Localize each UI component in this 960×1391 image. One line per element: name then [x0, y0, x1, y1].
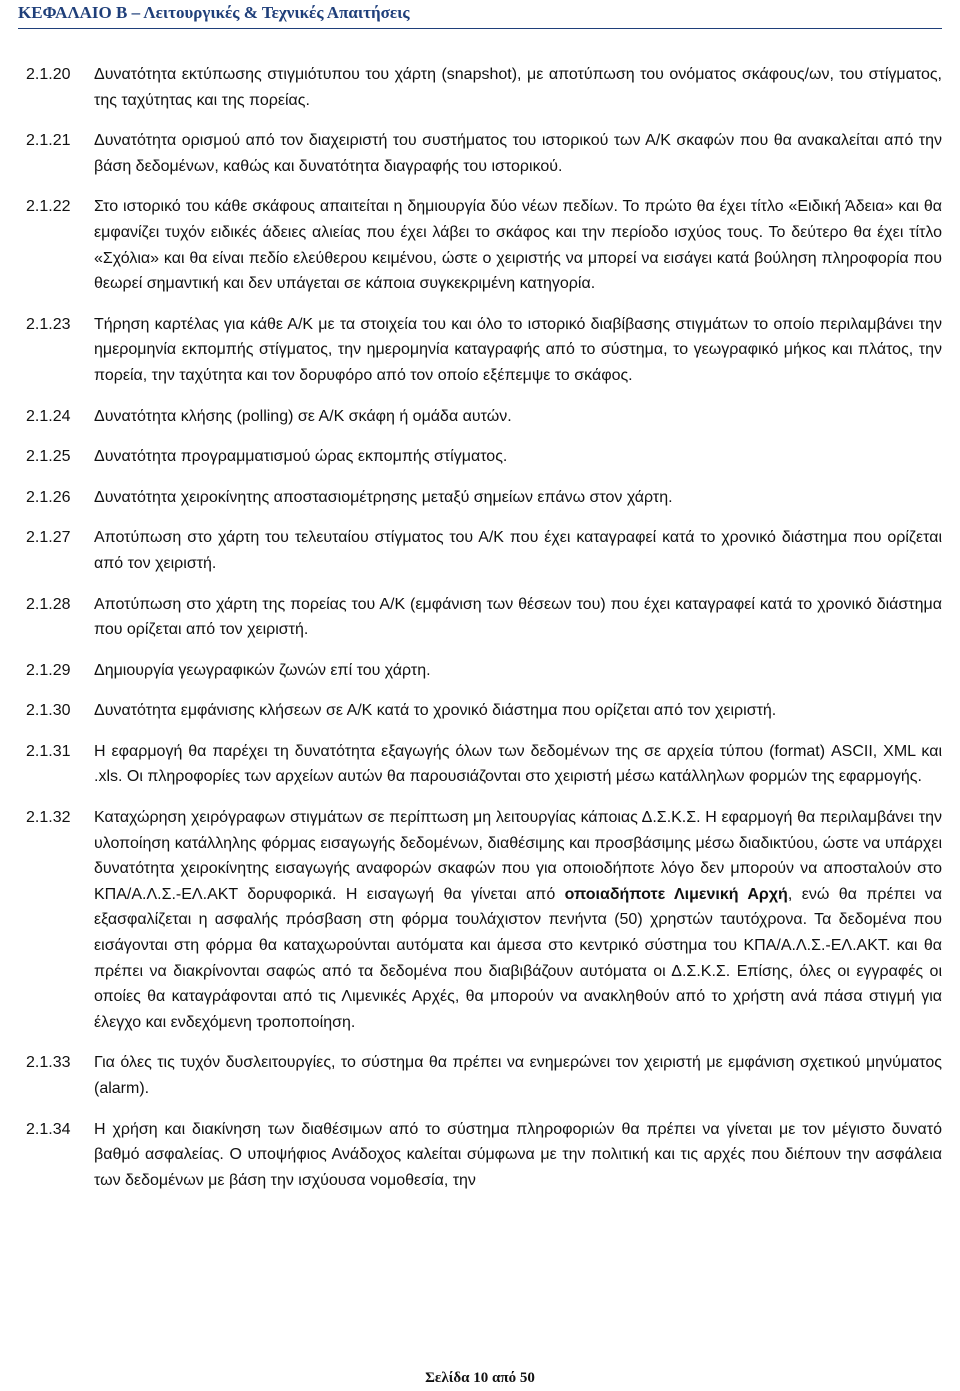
requirement-number: 2.1.29	[26, 661, 71, 679]
requirement-number: 2.1.31	[26, 742, 71, 760]
requirement-text: Δυνατότητα κλήσης (polling) σε Α/Κ σκάφη ή ομάδα αυτών.	[94, 407, 512, 425]
requirement-text: Δυνατότητα προγραμματισμού ώρας εκπομπής στίγματος.	[94, 448, 508, 466]
requirement-item	[26, 444, 942, 470]
requirement-number: 2.1.22	[26, 198, 71, 216]
requirement-item	[26, 739, 942, 790]
requirement-text-part: Καταχώρηση χειρόγραφων στιγμάτων σε περίπτωση μη λειτουργίας κάποιας Δ.Σ.Κ.Σ. Η εφαρμογή θα περιλαμβάνει την υλοποίηση κατάλληλης φόρμας εισαγωγής δεδομένων, διαθέσιμης και προσβάσιμης μέσω διαδικτύου, ώστε να υπάρχει δυνατότητα χειροκίνητης εισαγωγής αναφορών σκαφών που για οποιοδήποτε λόγο δεν μπορούν να αποσταλούν στο ΚΠΑ/Α.Λ.Σ.-ΕΛ.ΑΚΤ δορυφορικά. Η εισαγωγή θα γίνεται από	[94, 809, 942, 903]
page-header	[18, 0, 942, 29]
requirement-text: Δυνατότητα εμφάνισης κλήσεων σε Α/Κ κατά το χρονικό διάστημα που ορίζεται από τον χειριστή.	[94, 702, 777, 720]
requirement-text: Δυνατότητα ορισμού από τον διαχειριστή του συστήματος του ιστορικού των Α/Κ σκαφών που θα ανακαλείται από την βάση δεδομένων, καθώς και δυνατότητα διαγραφής του ιστορικού.	[94, 132, 942, 175]
requirement-item	[26, 658, 942, 684]
requirement-item	[26, 698, 942, 724]
chapter-title: ΚΕΦΑΛΑΙΟ Β – Λειτουργικές & Τεχνικές Απαιτήσεις	[18, 3, 410, 22]
requirement-item	[26, 592, 942, 643]
requirement-number: 2.1.21	[26, 132, 71, 150]
requirements-list	[26, 62, 942, 1193]
requirement-item	[26, 1050, 942, 1101]
requirement-number: 2.1.28	[26, 595, 71, 613]
requirement-number: 2.1.27	[26, 529, 71, 547]
requirement-number: 2.1.32	[26, 809, 71, 827]
requirement-item	[26, 1117, 942, 1194]
requirement-text: Δυνατότητα χειροκίνητης αποστασιομέτρησης μεταξύ σημείων επάνω στον χάρτη.	[94, 488, 673, 506]
requirement-item	[26, 404, 942, 430]
requirement-number: 2.1.30	[26, 702, 71, 720]
requirement-item	[26, 525, 942, 576]
requirement-text: Αποτύπωση στο χάρτη του τελευταίου στίγματος του Α/Κ που έχει καταγραφεί κατά το χρονικό διάστημα που ορίζεται από τον χειριστή.	[94, 529, 942, 572]
requirement-number: 2.1.34	[26, 1120, 71, 1138]
requirement-item	[26, 312, 942, 389]
requirement-number: 2.1.24	[26, 407, 71, 425]
requirement-text: Δυνατότητα εκτύπωσης στιγμιότυπου του χάρτη (snapshot), με αποτύπωση του ονόματος σκάφους/ων, του στίγματος, της ταχύτητας και της πορείας.	[94, 66, 942, 109]
requirement-text: Για όλες τις τυχόν δυσλειτουργίες, το σύστημα θα πρέπει να ενημερώνει τον χειριστή με εμφάνιση σχετικού μηνύματος (alarm).	[94, 1054, 942, 1097]
requirement-number: 2.1.26	[26, 488, 71, 506]
requirement-text-part: , ενώ θα πρέπει να εξασφαλίζεται η ασφαλής πρόσβαση στη φόρμα τουλάχιστον πενήντα (50) χρηστών ταυτόχρονα. Τα δεδομένα που εισάγονται στη φόρμα θα καταχωρούνται αυτόματα και άμεσα στο κεντρικό σύστημα του ΚΠΑ/Α.Λ.Σ.-ΕΛ.ΑΚΤ. και θα πρέπει να διακρίνονται σαφώς από τα δεδομένα που διαβιβάζουν αυτόματα οι Δ.Σ.Κ.Σ. Επίσης, όλες οι εγγραφές οι οποίες θα καταγράφονται από τις Λιμενικές Αρχές, θα μπορούν να ανακληθούν από το χρήστη ανά πάσα στιγμή για έλεγχο και ενδεχόμενη τροποποίηση.	[94, 885, 943, 1031]
requirement-number: 2.1.25	[26, 448, 71, 466]
requirement-text: Αποτύπωση στο χάρτη της πορείας του Α/Κ (εμφάνιση των θέσεων του) που έχει καταγραφεί κατά το χρονικό διάστημα που ορίζεται από τον χειριστή.	[94, 595, 942, 639]
requirement-item	[26, 805, 942, 1035]
requirement-item	[26, 62, 942, 113]
requirement-text: Δημιουργία γεωγραφικών ζωνών επί του χάρτη.	[94, 661, 431, 679]
requirement-text: Στο ιστορικό του κάθε σκάφους απαιτείται η δημιουργία δύο νέων πεδίων. Το πρώτο θα έχει τίτλο «Ειδική Άδεια» και θα εμφανίζει τυχόν ειδικές άδειες αλιείας που έχει λάβει το σκάφος και την περίοδο ισχύος τους. Το δεύτερο θα έχει τίτλο «Σχόλια» και θα είναι πεδίο ελεύθερου κειμένου, ώστε ο χειριστής να μπορεί να εισάγει κατά βούληση πληροφορία που θεωρεί σημαντική και δεν υπάγεται σε κάποια συγκεκριμένη κατηγορία.	[94, 198, 942, 293]
requirement-number: 2.1.20	[26, 66, 71, 83]
requirement-text: Η εφαρμογή θα παρέχει τη δυνατότητα εξαγωγής όλων των δεδομένων της σε αρχεία τύπου (format) ASCII, XML και .xls. Οι πληροφορίες των αρχείων αυτών θα παρουσιάζονται στο χειριστή μέσω κατάλληλων φορμών της εφαρμογής.	[94, 742, 942, 786]
requirement-item	[26, 128, 942, 179]
requirement-text-bold: οποιαδήποτε Λιμενική Αρχή	[564, 885, 788, 903]
requirement-number: 2.1.33	[26, 1054, 71, 1072]
requirement-text: Η χρήση και διακίνηση των διαθέσιμων από το σύστημα πληροφοριών θα πρέπει να γίνεται με τον μέγιστο δυνατό βαθμό ασφαλείας. Ο υποψήφιος Ανάδοχος καλείται σύμφωνα με την πολιτική και τις αρχές που διέπουν την ασφάλεια των δεδομένων με βάση την ισχύουσα νομοθεσία, την	[94, 1120, 942, 1189]
requirement-number: 2.1.23	[26, 315, 71, 333]
requirement-item	[26, 194, 942, 296]
requirement-text: Τήρηση καρτέλας για κάθε Α/Κ με τα στοιχεία του και όλο το ιστορικό διαβίβασης στιγμάτων το οποίο περιλαμβάνει την ημερομηνία εκπομπής στίγματος, την ημερομηνία καταγραφής από το σύστημα, το γεωγραφικό μήκος και πλάτος, την πορεία, την ταχύτητα και τον δορυφόρο από τον οποίο εξέπεμψε το σκάφος.	[94, 315, 942, 384]
page-number: Σελίδα 10 από 50	[425, 1370, 535, 1386]
requirement-text	[94, 805, 942, 1035]
requirement-item	[26, 485, 942, 511]
